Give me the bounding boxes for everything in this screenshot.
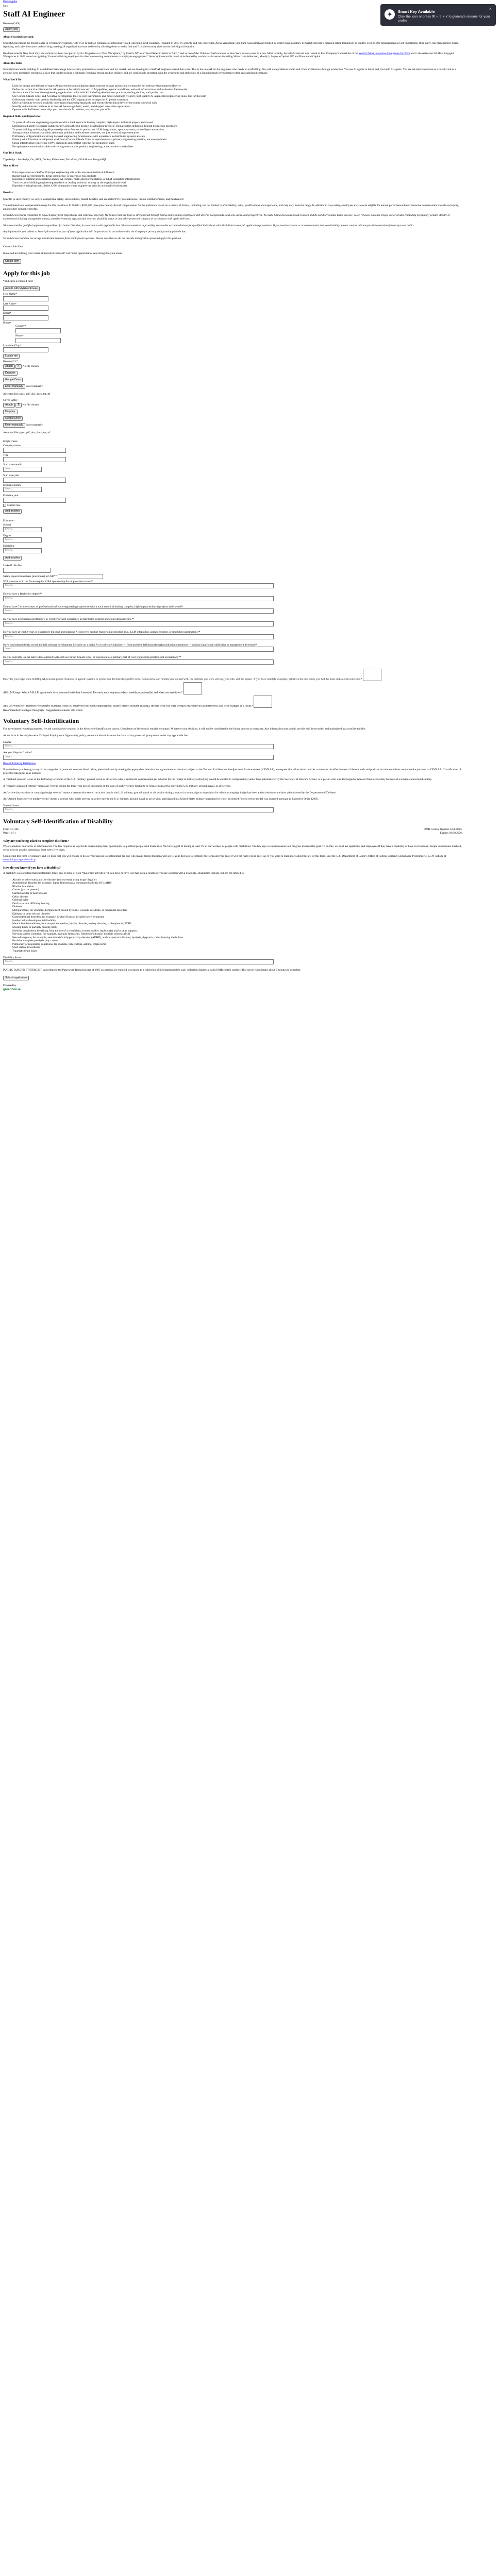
- list-item: • Neurodivergence, for example, attention-deficit/hyperactivity disorder (ADHD), autism spectrum disorder, dyslexia, dyspraxia, other learning disabilities: [12, 936, 462, 940]
- race-definitions-link[interactable]: Race & Ethnicity Definitions: [3, 761, 36, 765]
- powered-by-text: Powered by: [3, 984, 16, 987]
- list-item: • Define the technical architecture for AI systems at SecurityScorecard: LLM pipelines, agentic workflows, retrieval infrastructure, and evaluation frameworks: [12, 88, 462, 92]
- cover-dropbox-button[interactable]: Dropbox: [3, 410, 18, 414]
- describe-experience-label: Describe your experience building AI-powered product features or agentic systems in production. Include the specific tools, frameworks, and models you worked with, the problem you were solving, your role, and the impact. If you have multiple examples, prioritize the one where you had the most end-to-end ownership.*: [3, 677, 362, 681]
- job-page: [3, 0, 462, 993]
- linkedin-input[interactable]: [3, 568, 51, 573]
- locate-me-button[interactable]: Locate me: [3, 354, 20, 359]
- list-item: • Proficiency in TypeScript and strong backend engineering fundamentals with experience in distributed systems at scale: [12, 135, 462, 139]
- hispanic-label: Are you Hispanic/Latino?: [3, 751, 32, 755]
- school-label: School: [3, 523, 11, 527]
- years-experience-select[interactable]: Select...: [3, 608, 274, 614]
- list-item: • Experience building and operating agentic AI systems, multi-agent orchestration, or LLM evaluation infrastructure: [12, 178, 462, 181]
- disability-heading: Voluntary Self-Identification of Disability: [3, 818, 113, 825]
- field-type-note: Recommended field type: Paragraph · Suggested maximum: 400 words: [3, 708, 83, 712]
- list-item: • Short stature (dwarfism): [12, 946, 462, 950]
- role-paragraph: SecurityScorecard is building AI capabilities that change how security professionals understand and act on risk. We are looking for a Staff AI Engineer to lead that work. This is the core AI for the engineers who needs no scaffolding. You will own problems end to end, from architecture through production. You use AI agents to build, and you build AI agents. You see AI-native tools not as a novelty but as a genuine force multiplier, moving at a pace that used to require a full team. You have strong product instincts and are comfortable operating with the ownership and ambiguity of a founding team environment within an established company.: [3, 68, 456, 75]
- list-item: • Fluency with AI-native development workflows (Cursor, Claude Code, or equivalent) as a primary engineering practice, not an experiment: [12, 138, 462, 142]
- disability-status-label: Disability Status: [3, 956, 22, 959]
- resume-no-file: No file chosen: [22, 364, 39, 368]
- typescript-label: Do you have professional proficiency in TypeScript with experience in distributed systems and cloud infrastructure?*: [3, 618, 134, 621]
- list-item: • Cloud infrastructure experience (AWS preferred) and comfort with the full production stack: [12, 142, 462, 145]
- independent-ownership-select[interactable]: Select...: [3, 647, 274, 652]
- create-alert-button[interactable]: Create alert: [3, 259, 21, 264]
- list-item: • Use Cursor, Claude Code, and AI-native development tools as core instruments, and model what high-velocity, high-quality AI-augmented engineering looks like for the team: [12, 95, 462, 98]
- end-date-month-label: End date month: [3, 483, 21, 487]
- discipline-select[interactable]: Select...: [3, 548, 42, 553]
- bachelors-select[interactable]: Select...: [3, 596, 274, 601]
- location-input[interactable]: [3, 347, 48, 352]
- cover-enter-manually-text: Enter manually: [25, 423, 43, 427]
- add-education-button[interactable]: Add another: [3, 556, 22, 561]
- ai-tools-select[interactable]: Select...: [3, 659, 274, 665]
- years-experience-label: Do you have 7 or more years of professional software engineering experience with a track record of leading complex, high-impact technical projects end-to-end?*: [3, 605, 184, 608]
- list-item: • Lead the design and delivery of major AI-powered product initiatives from concept through production, owning the full software development lifecycle: [12, 84, 462, 88]
- resume-attach-button[interactable]: Attach: [3, 364, 15, 369]
- llm-usage-textarea[interactable]: [183, 682, 202, 694]
- about-paragraph-2: Headquartered in New York City, our culture has been recognized by Inc Magazine as a “Best Workplace,” by Crain’s NY as a “Best Places to Work in NYC,” and as one of the 10 hottest SaaS startups in New York for two years in a row. Most recently, SecurityScorecard was named to Fast Company’s annual list of the World’s Most Innovative Companies for 2023 and to the Achievers 50 Most Engaged Workplaces in 2023 award recognizing “forward-thinking employers for their unwavering commitment to employee engagement.” SecurityScorecard is proud to be funded by world-class investors including Silver Lake Waterman, Moody’s, Sequoia Capital, GV and Riverwood Capital.: [3, 52, 454, 59]
- veteran-paragraph-4: An "active duty wartime or campaign badge veteran" means a veteran who served on active duty in the U.S. military, ground, naval or air service during a war, or in a campaign or expedition for which a campaign badge has been authorized under the laws administered by the Department of Defense.: [3, 791, 337, 794]
- company-name-label: Company name: [3, 444, 21, 448]
- last-name-input[interactable]: [3, 306, 48, 311]
- omb-number: OMB Control Number 1250-0005: [424, 828, 462, 832]
- job-alert-heading: Create a Job Alert: [3, 245, 23, 249]
- list-item: • Celiac disease: [12, 895, 462, 899]
- country-select[interactable]: [15, 328, 61, 333]
- start-date-year-label: Start date year: [3, 474, 20, 477]
- smart-key-icon: ✦: [385, 9, 395, 20]
- veteran-status-label: Veteran Status: [3, 804, 19, 807]
- list-item: • Traumatic brain injury: [12, 950, 462, 953]
- linkedin-label: LinkedIn Profile: [3, 564, 22, 567]
- veteran-paragraph-2: A "disabled veteran" is one of the following: a veteran of the U.S. military, ground, naval or air service who is entitled to compensation (or who but for the receipt of military retired pay would be entitled to compensation) under laws administered by the Secretary of Veterans Affairs; or a person who was discharged or released from active duty because of a service-connected disability.: [3, 778, 432, 782]
- sponsorship-label: Will you now or in the future require VISA sponsorship for employment status?*: [3, 580, 93, 583]
- veteran-paragraph-5: An "Armed forces service medal veteran" means a veteran who, while serving on active duty in the U.S. military, ground, naval or air service, participated in a United States military operation for which an Armed Forces service medal was awarded pursuant to Executive Order 12985.: [3, 798, 319, 801]
- why-paragraph-2: Completing this form is voluntary, and we hope that you will choose to do so. Your answer is confidential. No one who makes hiring decisions will see it. Your decision to complete the form and your answer will not harm you in any way. If you want to learn more about the law or this form, visit the U.S. Department of Labor’s Office of Federal Contract Compliance Programs (OFCCP) website at www.dol.gov/agencies/ofccp.: [3, 855, 446, 861]
- hispanic-select[interactable]: Select...: [3, 755, 274, 760]
- cover-google-drive-button[interactable]: Google Drive: [3, 416, 23, 421]
- job-title: Staff AI Engineer: [3, 10, 65, 19]
- cover-enter-manually-button[interactable]: Enter manually: [3, 423, 25, 428]
- conditions-list: [3, 878, 462, 953]
- list-item: • Partial or complete paralysis (any cause): [12, 939, 462, 943]
- list-item: • Exceptional communication: able to drive alignment across product, engineering, and executive stakeholders: [12, 145, 462, 149]
- school-select[interactable]: Select...: [3, 527, 42, 532]
- skills-list: [3, 121, 462, 148]
- benefits-paragraph-2: The estimated total compensation range for this position is $170,000 - $200,000 (base plus bonus). Actual compensation for the position is based on a variety of factors, including, but not limited to affordability, skills, qualifications and experience, and may vary from the range. In addition to base salary, employees may also be eligible for annual performance-based incentive compensation awards and equity, among other company benefits.: [3, 204, 459, 211]
- resume-enter-manually-button[interactable]: Enter manually: [3, 384, 25, 389]
- list-item: • Blind or low vision: [12, 885, 462, 889]
- list-item: • Operate with Staff-level ownership: you own the whole problem, not just your part of it: [12, 108, 462, 112]
- tech-stack-heading: Our Tech Stack: [3, 151, 22, 155]
- privacy-paragraph: Any information you submit to SecurityScorecard as part of your application will be processed in accordance with the Company’s privacy policy and applicable law.: [3, 230, 187, 234]
- accommodation-paragraph: We also consider qualified applicants regardless of criminal histories, in accordance with applicable law. We are committed to providing reasonable accommodations for qualified individuals with disabilities in our job application procedures. If you need assistance or accommodation due to a disability, please contact talentacquisitionoperations@securityscorecard.io.: [3, 224, 414, 227]
- end-date-year-label: End date year: [3, 494, 19, 498]
- describe-experience-textarea[interactable]: [363, 669, 381, 681]
- ofccp-link[interactable]: www.dol.gov/agencies/ofccp: [3, 858, 36, 861]
- nice-to-have-list: [3, 171, 462, 188]
- ai-experience-label: Do you have at least 2 years of experience building and shipping AI-powered product features in production (e.g., LLM integration, agentic systems, or intelligent automation)?*: [3, 630, 201, 634]
- llm-workflow-textarea[interactable]: [254, 696, 272, 708]
- cover-file-types: Accepted file types: pdf, doc, docx, txt, rtf: [3, 431, 51, 435]
- ai-tools-label: Do you currently use AI-native development tools such as Cursor, Claude Code, or equivalent as a primary part of your engineering practice, not occasionally?*: [3, 656, 181, 659]
- about-heading: About SecurityScorecard:: [3, 35, 34, 39]
- ai-experience-select[interactable]: Select...: [3, 634, 274, 639]
- benefits-paragraph-1: Specific to each country, we offer a competitive salary, stock options, Health benefits, and unlimited PTO, parental leave, tuition reimbursements, and much more!: [3, 197, 185, 201]
- start-date-month-select[interactable]: Select...: [3, 467, 42, 472]
- eeo-paragraph: SecurityScorecard is committed to Equal Employment Opportunity and embraces diversity. We believe that our team is strengthened through hiring and retaining employees with diverse backgrounds, skill sets, ideas, and perspectives. We make hiring decisions based on merit and do not discriminate based on race, color, religion, national origin, sex or gender (including pregnancy) gender identity or expression (including transgender status), sexual orientation, age, marital, veteran, disability status or any other protected category in accordance with applicable law.: [3, 214, 450, 221]
- phone-input[interactable]: [15, 338, 61, 343]
- email-label: Email*: [3, 312, 11, 315]
- title-input[interactable]: [3, 457, 66, 462]
- list-item: • Cancer (past or present): [12, 888, 462, 892]
- smart-key-banner[interactable]: [380, 4, 496, 26]
- list-item: • Epilepsy or other seizure disorder: [12, 912, 462, 916]
- list-item: • Gastrointestinal disorders, for example, Crohn's Disease, irritable bowel syndrome: [12, 916, 462, 919]
- form-number: Form CC-305: [3, 828, 19, 832]
- degree-select[interactable]: Select...: [3, 537, 42, 543]
- list-item: • Pulmonary or respiratory conditions, for example, tuberculosis, asthma, emphysema: [12, 943, 462, 946]
- end-date-year-input[interactable]: [3, 498, 66, 503]
- form-page: Page 1 of 1: [3, 832, 16, 835]
- cover-letter-label: Cover Letter: [3, 399, 18, 402]
- new-badge: New: [3, 4, 9, 8]
- resume-file-types: Accepted file types: pdf, doc, docx, txt, rtf: [3, 392, 51, 396]
- job-alert-text: Interested in building your career at SecurityScorecard? Get future opportunities sent straight to your email.: [3, 251, 123, 255]
- veteran-paragraph-3: A "recently separated veteran" means any veteran during the three-year period beginning on the date of such veteran's discharge or release from active duty in the U.S. military, ground, naval, or air service.: [3, 785, 231, 788]
- youll-do-list: [3, 84, 462, 112]
- independent-ownership-label: Have you independently owned the full software development lifecycle on a major AI or software initiative — from problem definition through production operations — without significant scaffolding or management direction?*: [3, 643, 257, 647]
- bachelors-label: Do you have a Bachelor's degree?*: [3, 592, 42, 596]
- typescript-select[interactable]: Select...: [3, 621, 274, 626]
- list-item: • Experience in high-growth, Series C/D+ companies where engineering velocity and quality both matter: [12, 184, 462, 188]
- list-item: • Autoimmune disorder, for example, lupus, fibromyalgia, rheumatoid arthritis, HIV/AIDS: [12, 882, 462, 885]
- smart-key-title: Smart Key Available: [398, 9, 435, 14]
- veteran-paragraph-1: If you believe you belong to any of the categories of protected veterans listed below, please indicate by making the appropriate selection. As a government contractor subject to the Vietnam Era Veterans Readjustment Assistance Act (VEVRAA), we request this information in order to measure the effectiveness of the outreach and positive recruitment efforts we undertake pursuant to VEVRAA. Classification of protected categories is as follows:: [3, 768, 461, 775]
- cover-attach-button[interactable]: Attach: [3, 403, 15, 408]
- youll-do-heading: What You'll Do: [3, 78, 22, 81]
- close-icon[interactable]: ×: [489, 6, 492, 11]
- last-name-label: Last Name*: [3, 302, 17, 306]
- list-item: • 7+ years building and shipping AI-powered product features in production: LLM integrations, agentic systems, or intelligent automation: [12, 128, 462, 132]
- resume-label: Resume/CV*: [3, 360, 19, 364]
- first-name-input[interactable]: [3, 296, 48, 301]
- list-item: • Track record of defining engineering standards or leading technical strategy at the organizational level: [12, 181, 462, 185]
- sponsorship-select[interactable]: Select...: [3, 583, 274, 588]
- apply-now-button[interactable]: Apply Now: [3, 27, 20, 32]
- phone-label: Phone*: [3, 321, 12, 325]
- llm-usage-label: AI/LLM Usage: Which AI/LLM agent tools have you used in the last 6 months? For each, note frequency (daily, weekly, occasionally) and what you used it for.*: [3, 691, 183, 694]
- tech-stack-text: TypeScript · JavaScript, Go, AWS, Docker, Kubernetes, Terraform, ClickHouse, PostgreSQL: [3, 158, 107, 161]
- list-item: • Cerebral palsy: [12, 899, 462, 902]
- list-item: • Prior experience as a Staff or Principal engineering role with cross-team technical influence: [12, 171, 462, 175]
- innovative-companies-link[interactable]: World’s Most Innovative Companies for 2023: [358, 52, 410, 55]
- autofill-button[interactable]: Autofill with MyGreenhouse: [3, 286, 40, 291]
- gender-label: Gender: [3, 740, 11, 744]
- omb-table: [3, 828, 462, 835]
- list-item: • Background in cybersecurity, threat intelligence, or enterprise risk products: [12, 175, 462, 178]
- gender-select[interactable]: Select...: [3, 744, 274, 749]
- list-item: • Missing limbs or partially missing limbs: [12, 926, 462, 929]
- country-label: Country*: [15, 325, 26, 328]
- list-item: • Set the standard for how the engineering organization builds with AI, including development practices, tooling choices, and quality bars: [12, 91, 462, 95]
- list-item: • Diabetes: [12, 905, 462, 909]
- list-item: • Identify and eliminate bottlenecks in how AI features get built, tested, and shipped across the organization: [12, 105, 462, 109]
- list-item: • Cardiovascular or heart disease: [12, 892, 462, 895]
- vsi-paragraph-2: As set forth in SecurityScorecard’s Equal Employment Opportunity policy, we do not discriminate on the basis of any protected group status under any applicable law.: [3, 734, 189, 737]
- how-heading: How do you know if you have a disability?: [3, 866, 61, 870]
- llm-workflow-label: AI/LLM Workflow: Describe two specific examples where AI improved your work output (speed, quality, clarity, decision-making). Include what you were trying to do, what you asked the tool, and what changed as a result.*: [3, 704, 253, 708]
- resume-choose-file-button[interactable]: ⎘: [15, 364, 22, 369]
- resume-google-drive-button[interactable]: Google Drive: [3, 378, 23, 382]
- list-item: • Collaborate directly with product leadership and the CTO organization to shape the AI product roadmap: [12, 98, 462, 102]
- list-item: • Drive architecture reviews, establish cross-team engineering standards, and elevate the technical level of the teams you work with: [12, 101, 462, 105]
- education-heading: Education: [3, 519, 14, 522]
- about-paragraph-1: SecurityScorecard is the global leader in cybersecurity ratings, with over 12 million companies continuously rated, operating in 64 countries. Founded in 2013 by security and risk experts Dr. Aleks Yampolskiy and Sam Kassoumeh and funded by world-class investors, SecurityScorecard’s patented rating technology is used by over 25,000 organizations for self-monitoring, third-party risk management, board reporting, and cyber insurance underwriting; making all organizations more resilient by allowing them to easily find and fix cybersecurity risks across their digital footprint.: [3, 42, 459, 48]
- end-date-month-select[interactable]: Select...: [3, 487, 42, 492]
- skills-heading: Required Skills and Experience: [3, 114, 41, 118]
- required-note: * indicates a required field: [3, 279, 33, 283]
- list-item: • Intellectual or developmental disability: [12, 919, 462, 923]
- salary-label: Salary expectations (base plus bonus) in USD**: [3, 574, 57, 578]
- start-date-year-input[interactable]: [3, 478, 66, 483]
- back-to-jobs-link[interactable]: Back to jobs: [3, 0, 17, 3]
- smart-key-text: Click the icon or press ⌘ + ⇧ + Y to generate resume for your profile: [398, 15, 490, 23]
- vsi-heading: Voluntary Self-Identification: [3, 717, 79, 725]
- discipline-label: Discipline: [3, 545, 15, 548]
- list-item: • Mobility impairment, benefiting from the use of a wheelchair, scooter, walker, leg brace(s) and/or other supports: [12, 929, 462, 933]
- list-item: • 7+ years of software engineering experience with a track record of leading complex, high-impact technical projects end-to-end: [12, 121, 462, 125]
- location-label: Location (City)*: [3, 344, 22, 347]
- veteran-status-select[interactable]: Select...: [3, 807, 274, 812]
- first-name-label: First Name*: [3, 293, 17, 296]
- list-item: • Nervous system condition, for example, migraine headaches, Parkinson’s disease, multiple sclerosis (MS): [12, 933, 462, 936]
- agency-paragraph: SecurityScorecard does not accept unsolicited resumes from employment agencies. Please note that we do not provide immigration sponsorship for this position.: [3, 236, 182, 240]
- role-heading: About the Role:: [3, 61, 22, 65]
- job-location: Remote (CAN): [3, 22, 21, 26]
- list-item: • Deaf or serious difficulty hearing: [12, 902, 462, 906]
- current-role-checkbox[interactable]: [3, 504, 6, 507]
- list-item: • Disfigurement, for example, disfigurement caused by burns, wounds, accidents, or congenital disorders: [12, 909, 462, 912]
- why-paragraph-1: We are a federal contractor or subcontractor. The law requires us to provide equal employment opportunity to qualified people with disabilities. We have a goal of having at least 7% of our workers as people with disabilities. The law says we must measure our progress towards this goal. To do this, we must ask applicants and employees if they have a disability or have ever had one. People can become disabled, so we need to ask this question at least every five years.: [3, 845, 462, 852]
- why-heading: Why are you being asked to complete this form?: [3, 839, 69, 843]
- degree-label: Degree: [3, 534, 11, 537]
- public-burden-statement: PUBLIC BURDEN STATEMENT: According to the Paperwork Reduction Act of 1995 no persons are required to respond to a collection of information unless such collection displays a valid OMB control number. This survey should take about 5 minutes to complete.: [3, 969, 301, 972]
- greenhouse-logo: greenhouse: [3, 988, 21, 992]
- list-item: • Demonstrated ability to operate independently across the full product development lifecycle, from problem definition through production operations: [12, 125, 462, 128]
- list-item: • Strong product instincts: you think about user problems and business outcomes, not just technical implementation: [12, 131, 462, 135]
- nice-to-have-heading: Nice to Have: [3, 164, 19, 168]
- add-employment-button[interactable]: Add another: [3, 509, 22, 514]
- cover-no-file: No file chosen: [22, 403, 39, 407]
- resume-dropbox-button[interactable]: Dropbox: [3, 371, 18, 376]
- benefits-heading: Benefits:: [3, 191, 14, 194]
- cover-choose-file-button[interactable]: ⎘: [15, 403, 22, 408]
- omb-expires: Expires 04/30/2026: [440, 832, 462, 835]
- title-label: Title: [3, 453, 8, 457]
- submit-application-button[interactable]: Submit application: [3, 976, 29, 980]
- list-item: • Mental health conditions, for example, depression, bipolar disorder, anxiety disorder, schizophrenia, PTSD: [12, 922, 462, 926]
- current-role-label: Current role: [7, 504, 21, 507]
- disability-status-select[interactable]: Select...: [3, 959, 274, 964]
- company-name-input[interactable]: [3, 448, 66, 453]
- salary-input[interactable]: [58, 574, 103, 579]
- phone-field-label: Phone*: [15, 334, 24, 338]
- start-date-month-label: Start date month: [3, 463, 22, 467]
- vsi-paragraph-1: For government reporting purposes, we ask candidates to respond to the below self-identification survey. Completion of the form is entirely voluntary. Whatever your decision, it will not be considered in the hiring process or thereafter. Any information that you do provide will be recorded and maintained in a confidential file.: [3, 727, 366, 731]
- resume-enter-manually-text: Enter manually: [25, 384, 43, 388]
- list-item: • Alcohol or other substance use disorder (not currently using drugs illegally): [12, 878, 462, 882]
- apply-heading: Apply for this job: [3, 269, 50, 277]
- employment-heading: Employment: [3, 439, 18, 443]
- email-input[interactable]: [3, 315, 48, 320]
- how-paragraph: A disability is a condition that substantially limits one or more of your “major life activities.” If you have or have ever had such a condition, you are a person with a disability. Disabilities include, but are not limited to:: [3, 872, 245, 875]
